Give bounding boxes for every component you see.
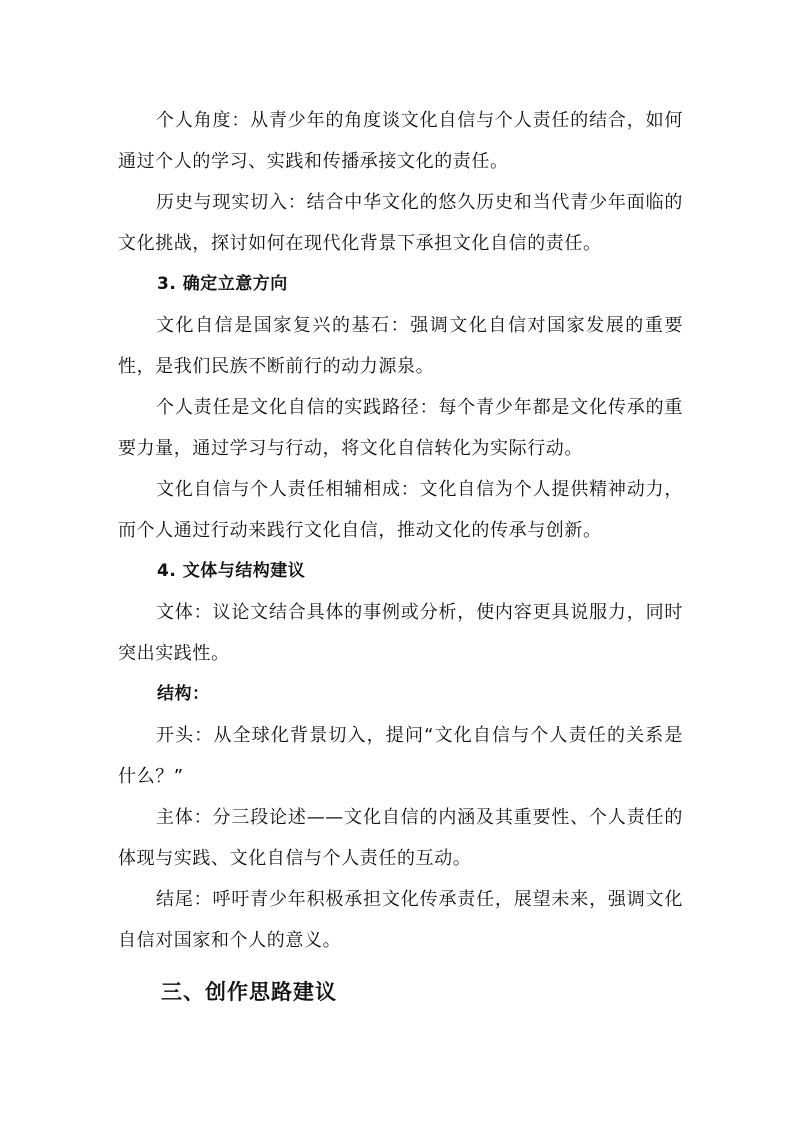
paragraph-practice-path: 个人责任是文化自信的实践路径：每个青少年都是文化传承的重要力量，通过学习与行动，将文化自信转化为实际行动。 [118, 397, 683, 459]
section-title-writing-ideas: 三、创作思路建议 [161, 980, 337, 1004]
heading-determine-theme: 3. 确定立意方向 [157, 274, 288, 294]
paragraph-history-reality: 历史与现实切入：结合中华文化的悠久历史和当代青少年面临的文化挑战，探讨如何在现代化背景下承担文化自信的责任。 [118, 192, 683, 254]
heading-style-structure: 4. 文体与结构建议 [157, 561, 306, 581]
paragraph-body: 主体：分三段论述——文化自信的内涵及其重要性、个人责任的体现与实践、文化自信与个人责任的互动。 [118, 807, 683, 869]
paragraph-opening: 开头：从全球化背景切入，提问“文化自信与个人责任的关系是什么？” [118, 725, 683, 787]
paragraph-ending: 结尾：呼吁青少年积极承担文化传承责任，展望未来，强调文化自信对国家和个人的意义。 [118, 889, 683, 951]
paragraph-complement: 文化自信与个人责任相辅相成：文化自信为个人提供精神动力，而个人通过行动来践行文化自信，推动文化的传承与创新。 [118, 479, 683, 541]
heading-structure-label: 结构： [157, 684, 210, 704]
paragraph-personal-angle: 个人角度：从青少年的角度谈文化自信与个人责任的结合，如何通过个人的学习、实践和传播承接文化的责任。 [118, 110, 683, 172]
document-body [118, 100, 683, 1017]
paragraph-genre: 文体：议论文结合具体的事例或分析，使内容更具说服力，同时突出实践性。 [118, 602, 683, 664]
paragraph-cornerstone: 文化自信是国家复兴的基石：强调文化自信对国家发展的重要性，是我们民族不断前行的动力源泉。 [118, 315, 683, 377]
